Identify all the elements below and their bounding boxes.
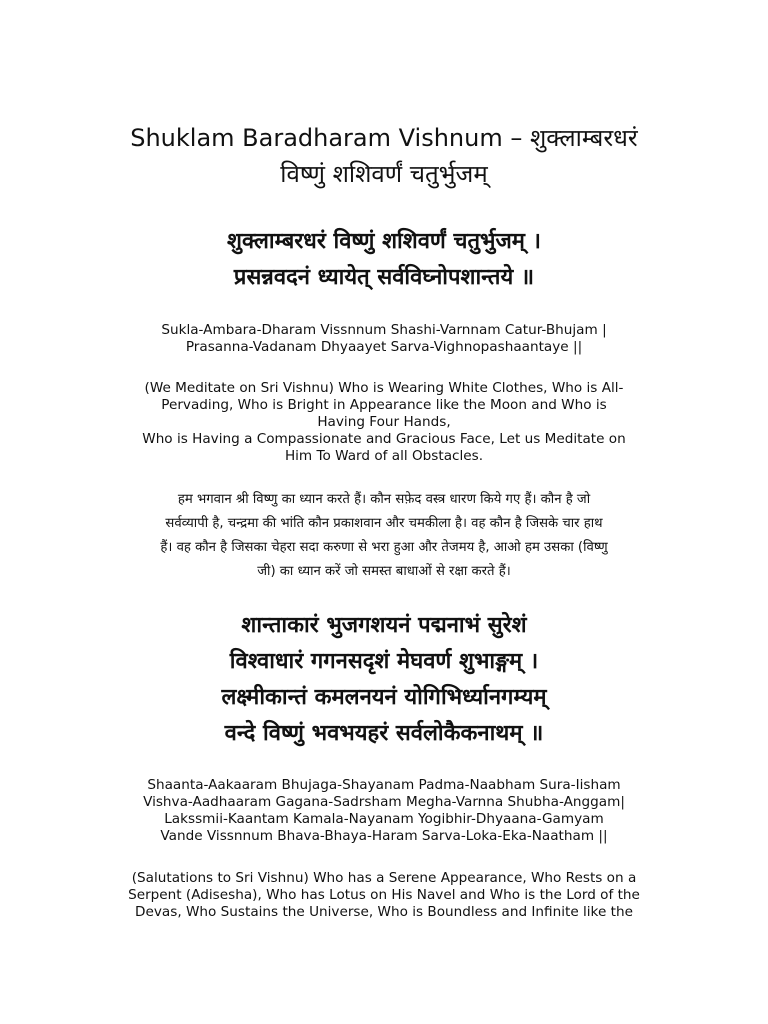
verse-line: शान्ताकारं भुजगशयनं पद्मनाभं सुरेशं bbox=[241, 613, 527, 638]
english-line: Serpent (Adisesha), Who has Lotus on His Navel and Who is the Lord of the bbox=[128, 887, 640, 903]
transliteration-2 bbox=[60, 777, 708, 845]
translit-line: Vishva-Aadhaaram Gagana-Sadrsham Megha-Varnna Shubha-Anggam| bbox=[143, 794, 625, 810]
title-line-2: विष्णुं शशिवर्णं चतुर्भुजम् bbox=[280, 160, 488, 188]
translit-line: Prasanna-Vadanam Dhyaayet Sarva-Vighnopashaantaye || bbox=[185, 339, 583, 355]
verse-line: प्रसन्नवदनं ध्यायेत् सर्वविघ्नोपशान्तये ॥ bbox=[233, 265, 535, 290]
verse-line: लक्ष्मीकान्तं कमलनयनं योगिभिर्ध्यानगम्यम् bbox=[221, 685, 547, 710]
title-line-1: Shuklam Baradharam Vishnum – शुक्लाम्बरधरं bbox=[130, 124, 638, 152]
hindi-line: सर्वव्यापी है, चन्द्रमा की भांति कौन प्रकाशवान और चमकीला है। वह कौन है जिसके चार हाथ bbox=[165, 516, 603, 531]
hindi-line: जी) का ध्यान करें जो समस्त बाधाओं से रक्षा करते हैं। bbox=[257, 564, 511, 579]
sanskrit-verse-2 bbox=[40, 608, 728, 752]
translit-line: Lakssmii-Kaantam Kamala-Nayanam Yogibhir-Dhyaana-Gamyam bbox=[164, 811, 604, 827]
page-title bbox=[40, 120, 728, 192]
english-line: Who is Having a Compassionate and Gracious Face, Let us Meditate on bbox=[142, 431, 626, 447]
translit-line: Shaanta-Aakaaram Bhujaga-Shayanam Padma-Naabham Sura-Iisham bbox=[147, 777, 621, 793]
english-line: Having Four Hands, bbox=[317, 414, 451, 430]
english-line: Pervading, Who is Bright in Appearance like the Moon and Who is bbox=[161, 397, 607, 413]
verse-line: विश्वाधारं गगनसदृशं मेघवर्ण शुभाङ्गम् । bbox=[229, 649, 539, 674]
english-line: Devas, Who Sustains the Universe, Who is Boundless and Infinite like the bbox=[135, 904, 633, 920]
transliteration-1 bbox=[60, 322, 708, 356]
hindi-line: हम भगवान श्री विष्णु का ध्यान करते हैं। कौन सफ़ेद वस्त्र धारण किये गए हैं। कौन है जो bbox=[177, 492, 591, 507]
verse-line: शुक्लाम्बरधरं विष्णुं शशिवर्णं चतुर्भुजम् । bbox=[227, 229, 541, 254]
english-line: (Salutations to Sri Vishnu) Who has a Serene Appearance, Who Rests on a bbox=[131, 870, 637, 886]
english-line: (We Meditate on Sri Vishnu) Who is Wearing White Clothes, Who is All- bbox=[144, 380, 624, 396]
translit-line: Vande Vissnnum Bhava-Bhaya-Haram Sarva-Loka-Eka-Naatham || bbox=[160, 828, 608, 844]
translit-line: Sukla-Ambara-Dharam Vissnnum Shashi-Varnnam Catur-Bhujam | bbox=[161, 322, 607, 338]
sanskrit-verse-1 bbox=[40, 224, 728, 296]
hindi-meaning-1 bbox=[80, 488, 688, 584]
hindi-line: हैं। वह कौन है जिसका चेहरा सदा करुणा से भरा हुआ और तेजमय है, आओ हम उसका (विष्णु bbox=[160, 540, 608, 555]
verse-line: वन्दे विष्णुं भवभयहरं सर्वलोकैकनाथम् ॥ bbox=[224, 721, 544, 746]
english-translation-1 bbox=[60, 380, 708, 465]
english-translation-2 bbox=[60, 870, 708, 921]
english-line: Him To Ward of all Obstacles. bbox=[284, 448, 484, 464]
